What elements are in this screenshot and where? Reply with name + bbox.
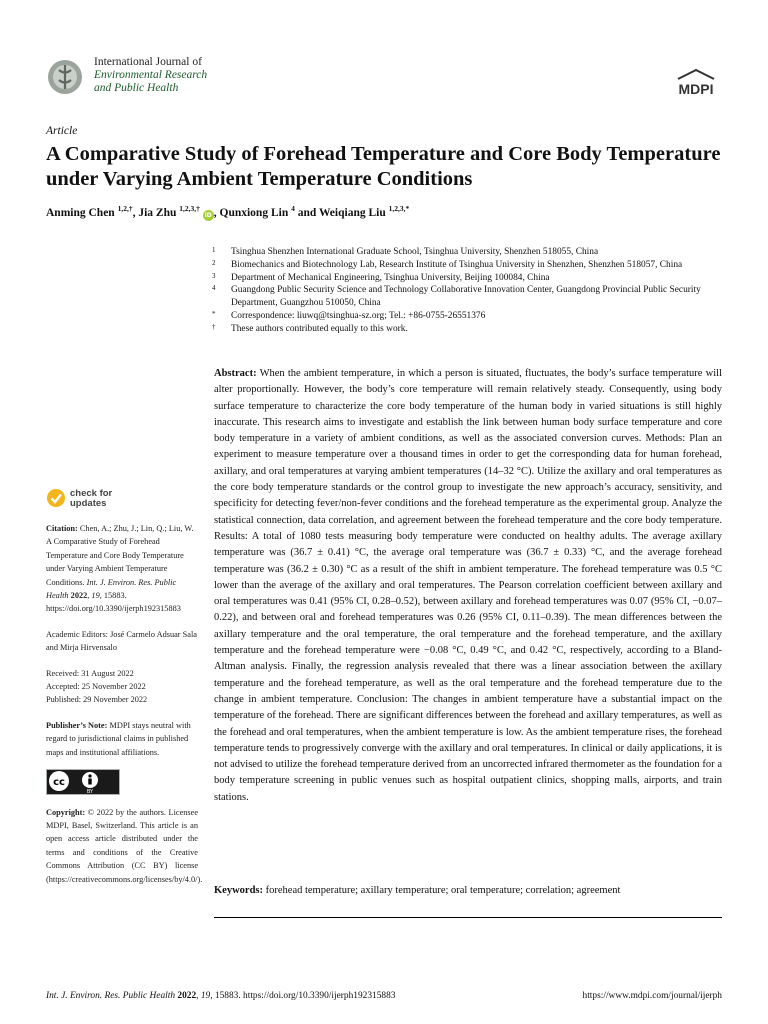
affiliation-marker: 4 <box>212 284 216 293</box>
citation-text: Chen, A.; Zhu, J.; Lin, Q.; Liu, W. A Comparative Study of Forehead Temperature and Core Body Temperature under Varying Ambient Temperature Conditions. <box>46 524 194 587</box>
keywords-label: Keywords: <box>214 885 263 896</box>
journal-name-line2: Environmental Research <box>94 69 208 81</box>
orcid-icon[interactable]: iD <box>204 211 212 219</box>
journal-header <box>44 56 344 100</box>
affiliation-marker: 2 <box>212 258 216 267</box>
sidebar <box>46 486 203 886</box>
citation-label: Citation: <box>46 524 78 533</box>
citation-year: 2022 <box>70 591 88 601</box>
journal-name-line3: and Public Health <box>94 82 179 94</box>
copyright-label: Copyright: <box>46 807 86 817</box>
footer-journal: Int. J. Environ. Res. Public Health <box>46 991 176 1001</box>
affiliation-item <box>212 246 732 259</box>
affiliation-item <box>212 284 732 310</box>
author-name[interactable]: Qunxiong Lin <box>219 206 289 219</box>
author-name[interactable]: Jia Zhu <box>138 206 177 219</box>
publisher-note <box>46 719 198 759</box>
check-updates-line1: check for <box>70 488 113 499</box>
article-title: A Comparative Study of Forehead Temperature and Core Body Temperature under Varying Ambient Temperature Conditions <box>46 143 721 190</box>
affiliation-marker: 1 <box>212 246 216 254</box>
author-affiliation-marks: 1,2,† <box>117 204 133 213</box>
publisher-note-label: Publisher’s Note: <box>46 720 108 730</box>
citation: Citation: Chen, A.; Zhu, J.; Lin, Q.; Liu, W. A Comparative Study of Forehead Temperature and Core Body Temperature under Varying Ambient Temperature Conditions. Int. J. Environ. Res. Public Health 2022, 19, 15883. https://doi.org/10.3390/ijerph192315883 <box>46 524 194 614</box>
affiliation-text: These authors contributed equally to this work. <box>231 323 408 334</box>
cc-by-icon[interactable] <box>46 769 120 795</box>
footer-volume: 19 <box>200 991 211 1001</box>
abstract-label: Abstract: <box>214 368 257 379</box>
academic-editors <box>46 628 198 655</box>
abstract <box>214 366 722 806</box>
affiliation-item <box>212 259 732 272</box>
check-updates-line2: updates <box>70 498 107 509</box>
copyright-text: © 2022 by the authors. Licensee MDPI, Basel, Switzerland. This article is an open access article distributed under the terms and conditions of the Creative Commons Attribution (CC BY) license (https://creativecommons.org/licenses/by/4.0/). <box>46 807 203 884</box>
footer-journal-url[interactable]: https://www.mdpi.com/journal/ijerph <box>582 991 722 1001</box>
affiliation-text: Tsinghua Shenzhen International Graduate School, Tsinghua University, Shenzhen 518055, China <box>231 247 599 257</box>
citation-journal: Int. J. Environ. Res. Public Health <box>46 577 177 601</box>
accepted-date: Accepted: 25 November 2022 <box>46 682 146 692</box>
published-date: Published: 29 November 2022 <box>46 695 148 705</box>
mdpi-logo <box>670 68 722 98</box>
editors-label: Academic Editors: <box>46 629 108 639</box>
journal-name-line1: International Journal of <box>94 56 202 68</box>
check-for-updates-button[interactable] <box>46 486 198 516</box>
citation-volume: 19 <box>91 591 100 601</box>
affiliation-marker: 3 <box>212 271 216 280</box>
mdpi-logo-text: MDPI <box>678 81 714 97</box>
citation-doi[interactable]: , 15883. https://doi.org/10.3390/ijerph192315883 <box>46 591 181 614</box>
author-affiliation-marks: 1,2,3,† <box>179 204 200 213</box>
affiliation-marker: † <box>212 322 216 331</box>
abstract-text: When the ambient temperature, in which a person is situated, fluctuates, the body’s surface temperature will alter proportionally. However, the body’s core temperature will remain relatively steady. Consequently, using body surface temperature to characterize the core body temperature of the human body in varied situations is still highly inaccurate. This research aims to investigate and establish the link between human body surface temperature and core body temperature in a variety of ambient conditions, as well as the associated conversion curves. Methods: Plan an experiment to measure temperature over a thousand times in order to get the corresponding data for human forehead, axillary, and oral temperatures at varying ambient temperatures (14–32 °C). Utilize the axillary and oral temperatures as the core body temperature standards or the control group to investigate the new approach’s accuracy, sensitivity, and specificity for detecting fever/non-fever conditions and the forehead temperature as the experimental group. Analyze the statistical connection, data correlation, and agreement between the forehead temperature and the core body temperature. Results: A total of 1080 tests measuring body temperature were conducted on healthy adults. The average axillary temperature was (36.7 ± 0.41) °C, the average oral temperature was (36.7 ± 0.33) °C, and the average forehead temperature was (36.2 ± 0.30) °C as a result of the shift in ambient temperature. The forehead temperature was 0.5 °C lower than the average of the axillary and oral temperatures. The Pearson correlation coefficient between axillary and oral temperatures was 0.41 (95% CI, 0.28–0.52), between axillary and forehead temperatures was 0.07 (95% CI, −0.07–0.22), and between oral and forehead temperatures was 0.26 (95% CI, 0.11–0.39). The mean differences between the axillary temperature and the oral temperature, the oral temperature and the forehead temperature, and the axillary temperature and the forehead temperature were −0.08 °C, 0.49 °C, and 0.42 °C, respectively, according to a Bland-Altman analysis. Finally, the regression analysis revealed that there was a linear association between the axillary temperature and the forehead temperature, as well as the oral temperature and the forehead temperature due to the change in ambient temperature. Conclusion: The changes in ambient temperature have a substantial impact on the temperature of the forehead. There are significant differences between the forehead and axillary temperatures, as well as the forehead and oral temperatures, when the ambient temperature is low. As the ambient temperature rises, the forehead temperature tends to progressively converge with the axillary and oral temperatures. In clinical or daily applications, it is not advised to utilize the forehead temperature derived from an uncorrected infrared thermometer as the foundation for a body temperature screening in public venues such as hospital outpatient clinics, shopping malls, airports, and train stations. <box>214 368 723 803</box>
affiliations <box>212 246 732 336</box>
author-name[interactable]: Weiqiang Liu <box>318 206 386 219</box>
keywords <box>214 885 724 896</box>
affiliation-text: Guangdong Public Security Science and Technology Collaborative Innovation Center, Guangdong Provincial Public Security Department, Guangzhou 510050, China <box>231 285 701 309</box>
svg-text:cc: cc <box>53 777 65 789</box>
affiliation-item <box>212 272 732 285</box>
check-updates-icon <box>46 488 66 508</box>
keywords-text: forehead temperature; axillary temperature; oral temperature; correlation; agreement <box>265 885 621 896</box>
author-name[interactable]: Anming Chen <box>46 206 115 219</box>
author-affiliation-marks: 1,2,3,* <box>388 204 410 213</box>
correspondence <box>212 310 732 323</box>
divider <box>214 917 722 918</box>
publisher-note-text: MDPI stays neutral with regard to jurisdictional claims in published maps and institutional affiliations. <box>46 720 191 757</box>
dates <box>46 667 198 707</box>
affiliation-text: Department of Mechanical Engineering, Tsinghua University, Beijing 100084, China <box>231 272 550 283</box>
author-affiliation-marks: 4 <box>291 204 295 213</box>
affiliation-text: Biomechanics and Biotechnology Lab, Research Institute of Tsinghua University in Shenzhen, Shenzhen 518057, China <box>231 259 683 270</box>
footer-year: 2022 <box>177 991 197 1001</box>
equal-contribution-note <box>212 323 732 336</box>
journal-emblem-icon <box>44 58 86 96</box>
footer-doi[interactable]: , 15883. https://doi.org/10.3390/ijerph192315883 <box>210 991 396 1001</box>
author-list: Anming Chen $^{1,2,\dagger}$, Jia Zhu $^{1,2,3,\dagger}$ iD , Qunxiong Lin $^4$ and Weiqiang Liu $^{1,2,3,*}$ <box>46 204 410 219</box>
editors-text: José Carmelo Adsuar Sala and Mirja Hirvensalo <box>46 629 197 653</box>
affiliation-text[interactable]: Correspondence: liuwq@tsinghua-sz.org; Tel.: +86-0755-26551376 <box>231 310 486 321</box>
received-date: Received: 31 August 2022 <box>46 668 134 678</box>
affiliation-marker: * <box>212 309 216 318</box>
svg-text:BY: BY <box>86 789 94 796</box>
article-type: Article <box>46 125 78 137</box>
copyright <box>46 806 203 886</box>
